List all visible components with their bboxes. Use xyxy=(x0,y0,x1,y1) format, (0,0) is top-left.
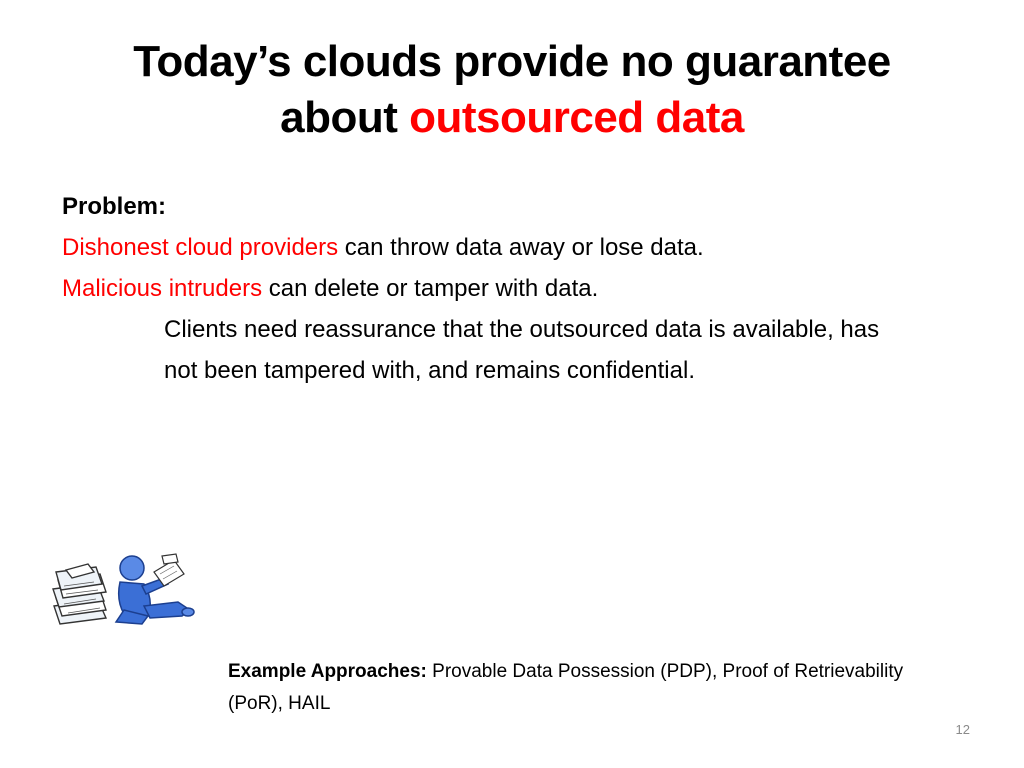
slide-title xyxy=(40,34,984,146)
dishonest-providers-line xyxy=(62,227,962,268)
slide-body xyxy=(62,186,962,391)
title-plain-text: about xyxy=(280,93,410,142)
clients-paragraph: Clients need reassurance that the outsourced data is available, has not been tampered with, and remains confidential. xyxy=(164,316,880,384)
slide-number: 12 xyxy=(955,722,970,737)
malicious-intruders-highlight: Malicious intruders xyxy=(62,275,263,302)
malicious-intruders-rest: can delete or tamper with data. xyxy=(262,275,599,302)
title-line-2 xyxy=(40,90,984,146)
example-approaches-text: Provable Data Possession (PDP), Proof of Retrievability (PoR), HAIL xyxy=(228,661,904,714)
dishonest-providers-highlight: Dishonest cloud providers xyxy=(62,234,339,261)
example-approaches xyxy=(228,656,908,720)
title-highlight-text: outsourced data xyxy=(409,93,744,142)
title-line-1: Today’s clouds provide no guarantee xyxy=(133,37,891,86)
example-approaches-label: Example Approaches: xyxy=(228,661,427,682)
person-reading-papers-icon xyxy=(50,552,196,628)
problem-label: Problem: xyxy=(62,193,167,220)
malicious-intruders-line xyxy=(62,268,962,309)
dishonest-providers-rest: can throw data away or lose data. xyxy=(338,234,704,261)
